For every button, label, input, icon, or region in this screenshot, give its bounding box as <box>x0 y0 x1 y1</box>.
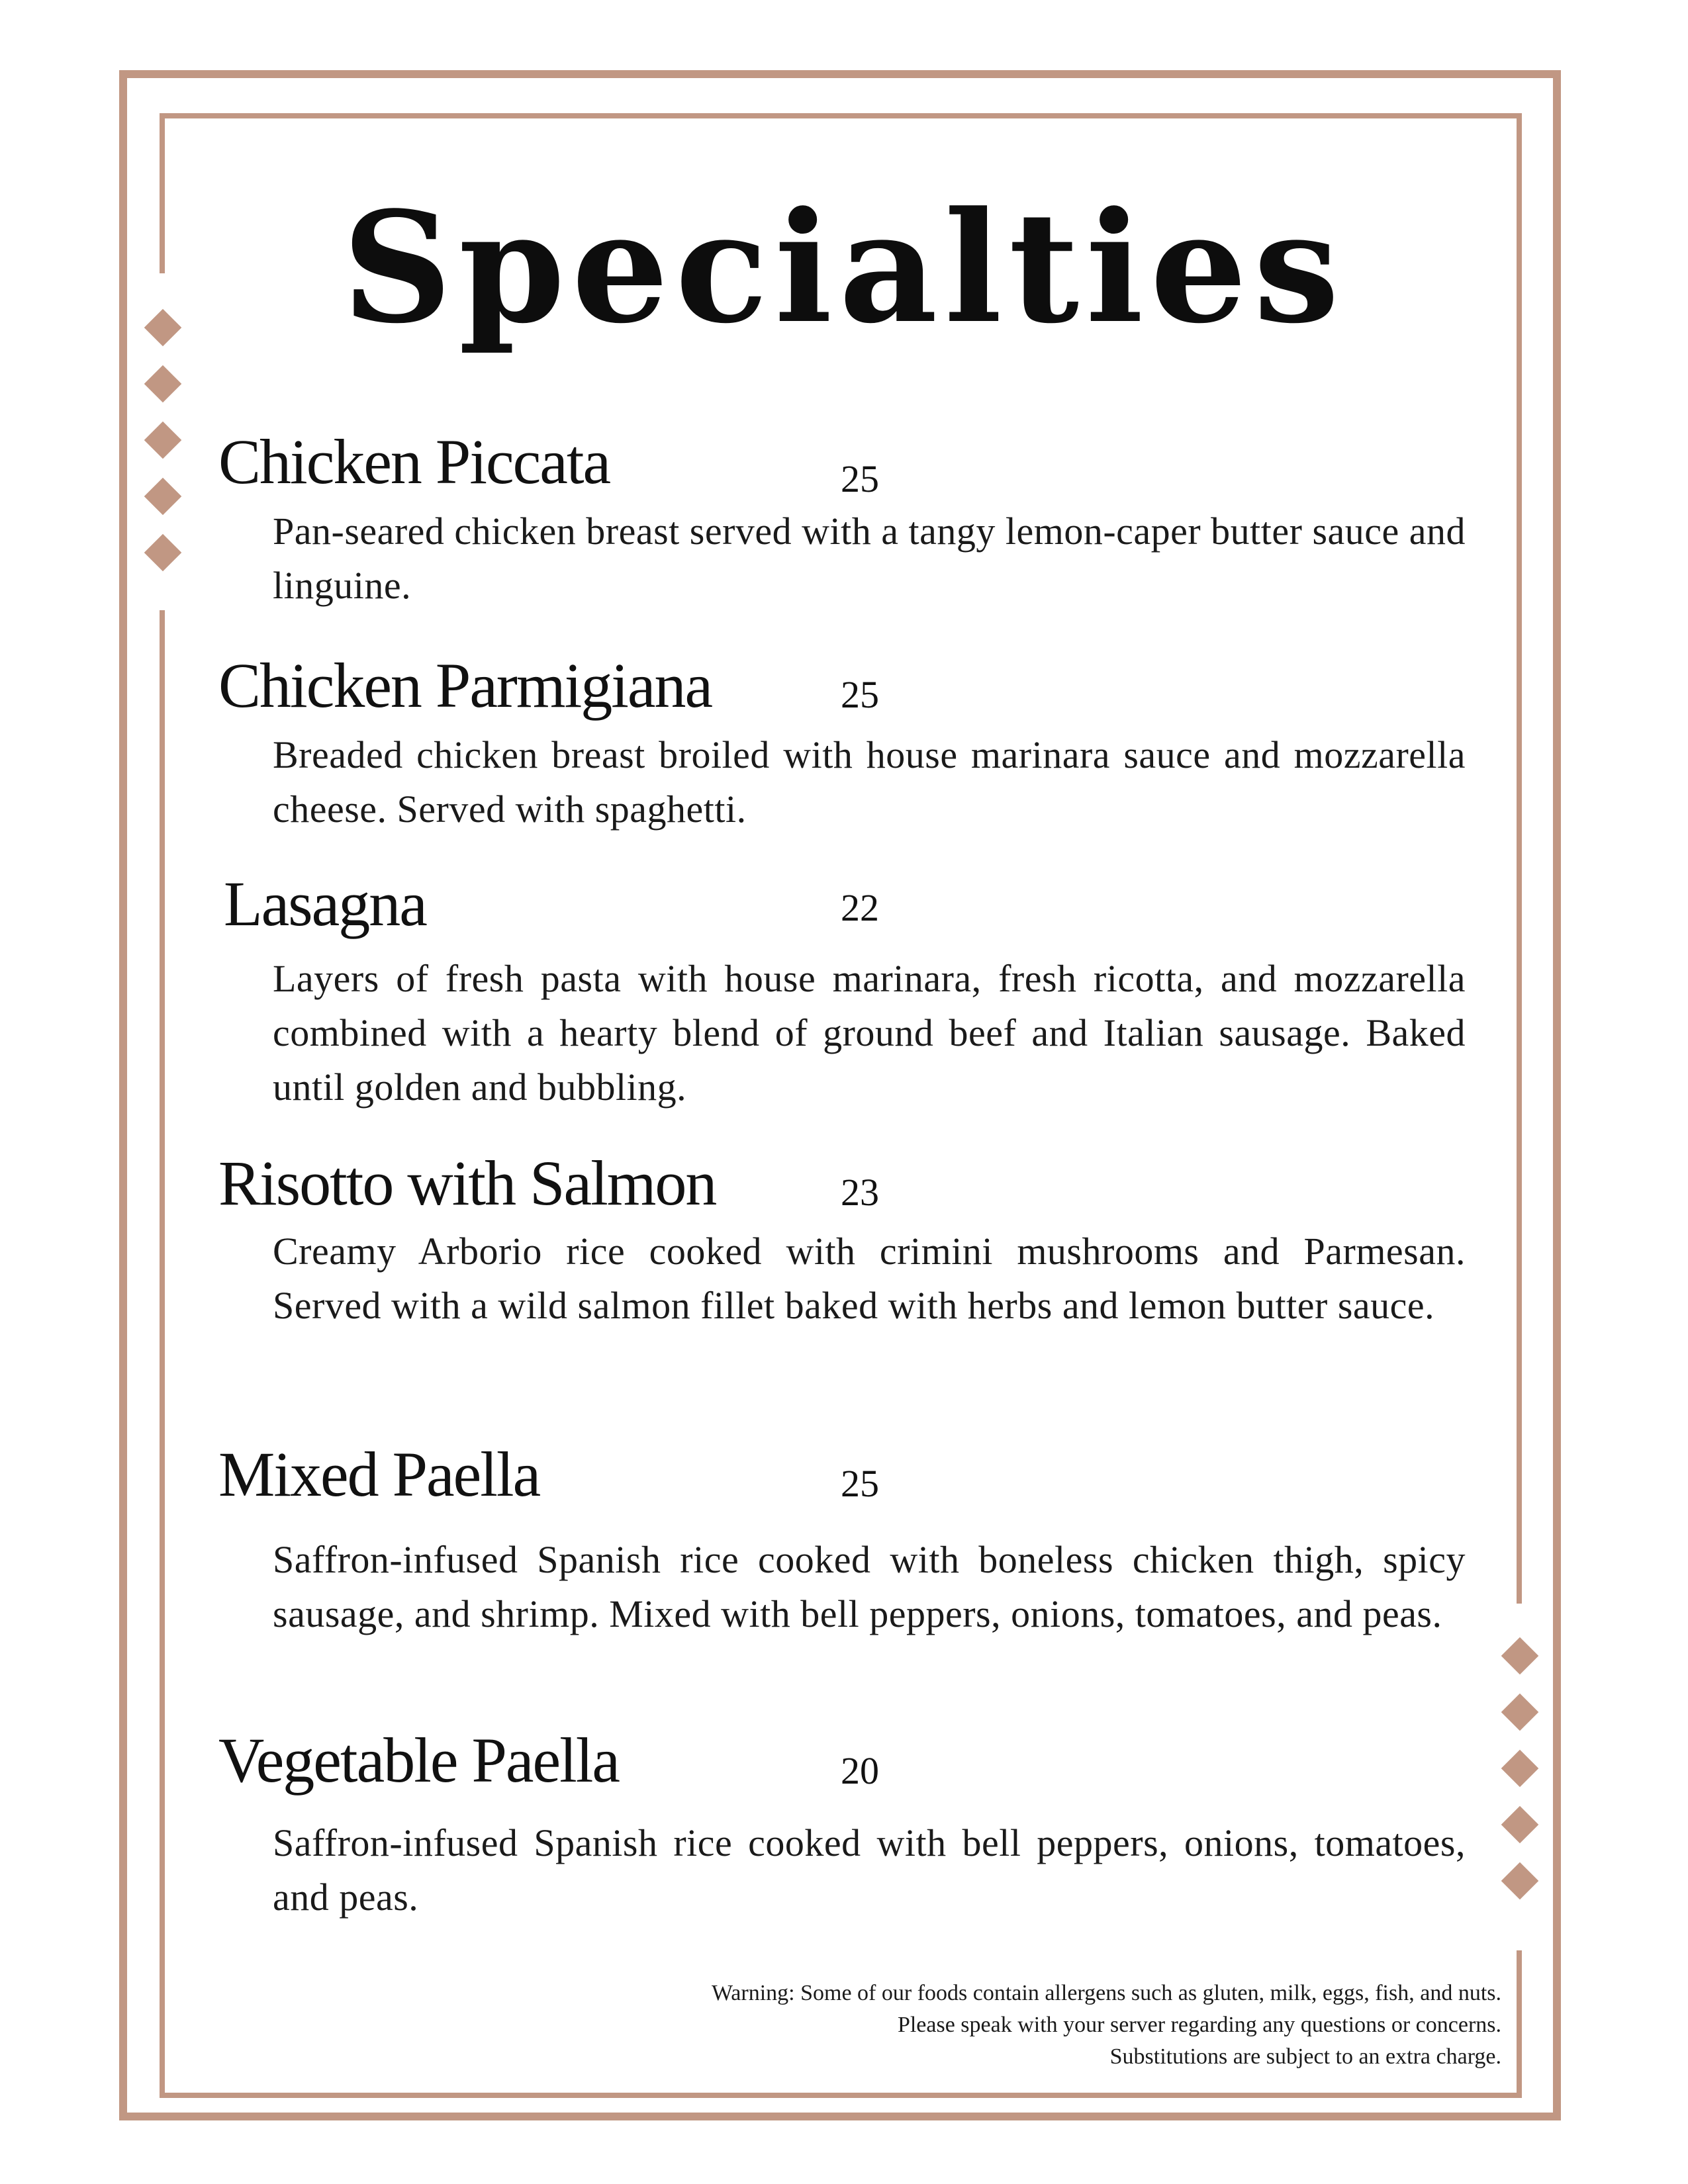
menu-item <box>218 426 1476 607</box>
item-description: Layers of fresh pasta with house marinara, fresh ricotta, and mozzarella combined with a hearty blend of ground beef and Italian sausage. Baked until golden and bubbling. <box>273 957 1466 1109</box>
item-price: 22 <box>841 886 879 929</box>
inner-frame-top <box>160 113 1522 118</box>
item-name: Lasagna <box>224 868 426 939</box>
warning-line: Substitutions are subject to an extra charge. <box>1109 2044 1501 2069</box>
item-description: Saffron-infused Spanish rice cooked with bell peppers, onions, tomatoes, and peas. <box>273 1821 1466 1919</box>
inner-frame-left-lower <box>160 610 165 2098</box>
menu-item <box>218 868 1476 1109</box>
menu-item <box>218 1439 1476 1635</box>
item-name: Chicken Parmigiana <box>218 650 712 721</box>
allergen-warning <box>712 1978 1501 2073</box>
item-description: Saffron-infused Spanish rice cooked with boneless chicken thigh, spicy sausage, and shrimp. Mixed with bell peppers, onions, tomatoes, and peas. <box>273 1538 1466 1635</box>
item-description: Breaded chicken breast broiled with house marinara sauce and mozzarella cheese. Served with spaghetti. <box>273 733 1466 831</box>
inner-frame-bottom <box>160 2093 1522 2098</box>
item-description: Pan-seared chicken breast served with a tangy lemon-caper butter sauce and linguine. <box>273 510 1466 607</box>
menu-item <box>218 1725 1476 1919</box>
item-description: Creamy Arborio rice cooked with crimini mushrooms and Parmesan. Served with a wild salmon fillet baked with herbs and lemon butter sauce. <box>273 1230 1466 1327</box>
inner-frame-right-lower <box>1517 1950 1522 2098</box>
item-name: Vegetable Paella <box>218 1725 620 1796</box>
item-price: 23 <box>841 1171 879 1214</box>
item-price: 25 <box>841 1462 879 1505</box>
warning-line: Please speak with your server regarding any questions or concerns. <box>897 2013 1501 2037</box>
item-name: Chicken Piccata <box>218 426 610 497</box>
item-price: 25 <box>841 673 879 716</box>
page-title: Specialties <box>342 179 1346 357</box>
warning-line: Warning: Some of our foods contain allergens such as gluten, milk, eggs, fish, and nuts. <box>711 1981 1501 2005</box>
item-name: Mixed Paella <box>218 1439 540 1510</box>
item-price: 25 <box>841 457 879 500</box>
item-name: Risotto with Salmon <box>218 1148 716 1218</box>
menu-item <box>218 1148 1476 1327</box>
menu-item <box>218 650 1476 831</box>
item-price: 20 <box>841 1749 879 1792</box>
